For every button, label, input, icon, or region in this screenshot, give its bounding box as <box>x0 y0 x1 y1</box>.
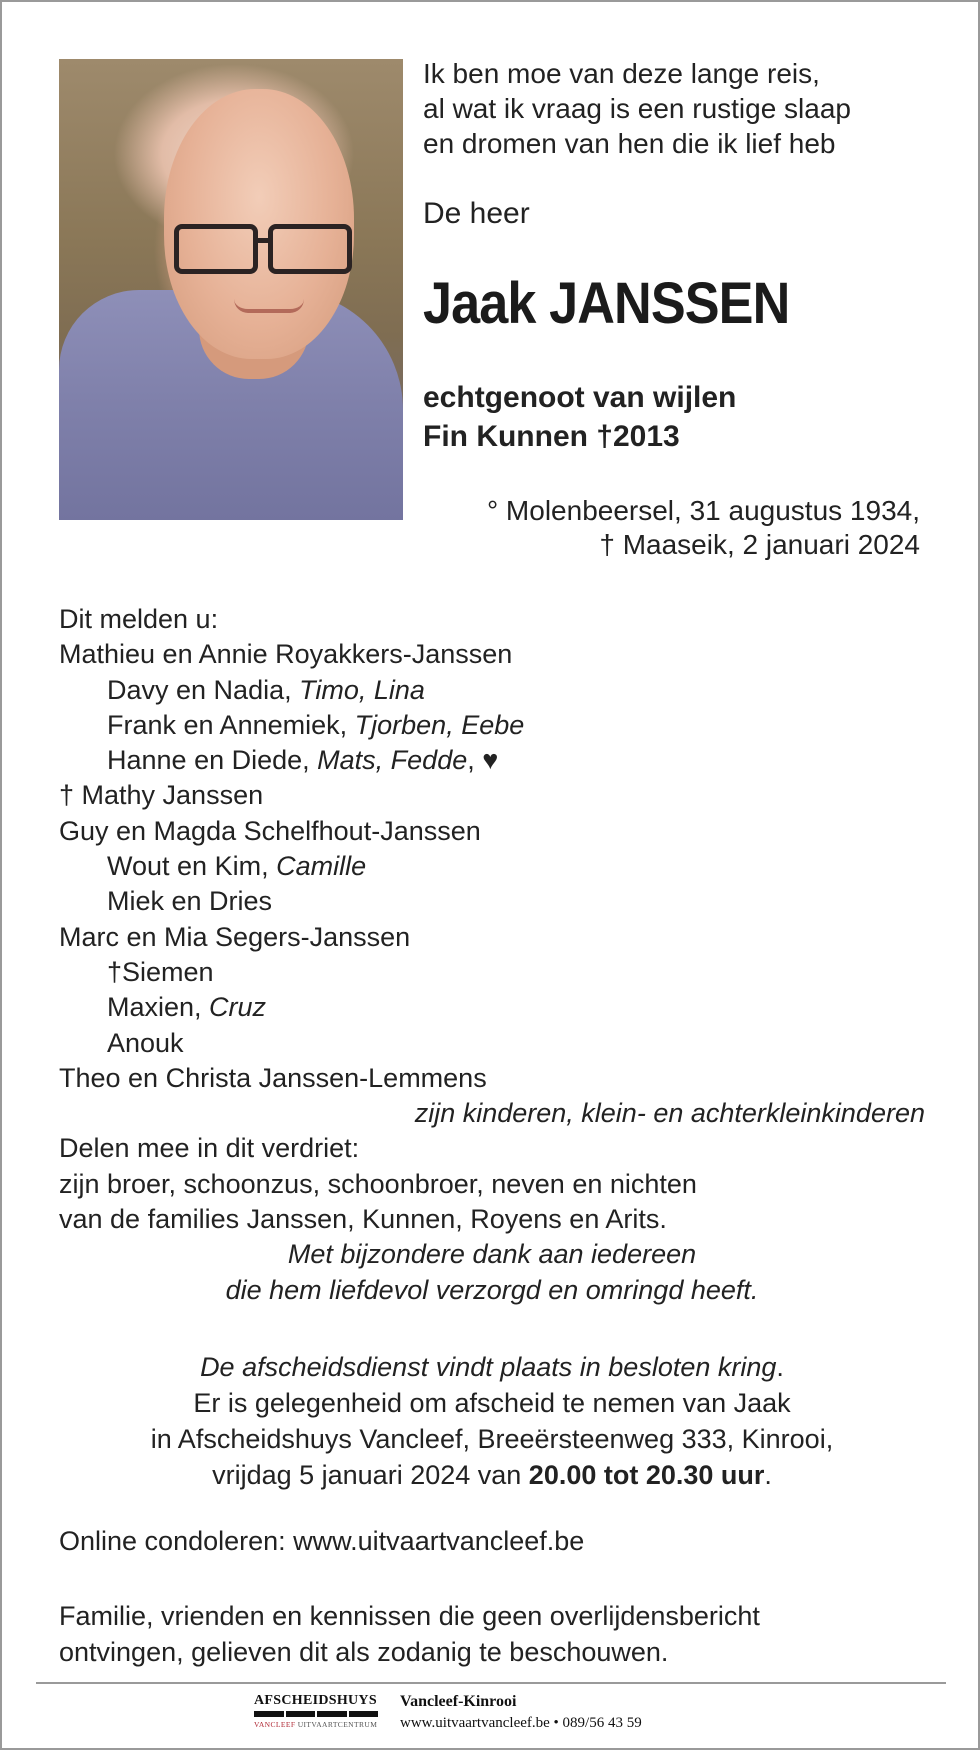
notice <box>59 1598 760 1670</box>
family-line: † Mathy Janssen <box>59 780 264 811</box>
family-intro: Dit melden u: <box>59 604 219 634</box>
family-line: †Siemen <box>107 956 214 987</box>
family-line: Maxien, Cruz <box>107 992 267 1023</box>
footer-divider <box>36 1682 946 1684</box>
poem-line: en dromen van hen die ik lief heb <box>423 128 836 159</box>
spouse-line: Fin Kunnen †2013 <box>423 420 680 453</box>
service-info <box>59 1349 925 1493</box>
family-line: Mathieu en Annie Royakkers-Janssen <box>59 639 513 670</box>
deceased-name: Jaak JANSSEN <box>423 271 790 336</box>
honorific: De heer <box>423 197 530 230</box>
spouse-line: echtgenoot van wijlen <box>423 381 737 414</box>
family-line: Guy en Magda Schelfhout-Janssen <box>59 815 481 846</box>
notice-line: ontvingen, gelieven dit als zodanig te beschouwen. <box>59 1637 669 1667</box>
poem <box>423 56 851 161</box>
share-intro: Delen mee in dit verdriet: <box>59 1133 360 1164</box>
birth-line: ° Molenbeersel, 31 augustus 1934, <box>486 495 920 526</box>
logo-sub-gray: UITVAARTCENTRUM <box>297 1720 378 1729</box>
poem-line: al wat ik vraag is een rustige slaap <box>423 93 851 124</box>
thanks-line: die hem liefdevol verzorgd en omringd heeft. <box>225 1274 759 1305</box>
family-line: Anouk <box>107 1027 184 1058</box>
visiting-hours: 20.00 tot 20.30 uur <box>528 1460 765 1490</box>
service-line-2: Er is gelegenheid om afscheid te nemen van Jaak <box>193 1388 791 1418</box>
funeral-home-name: Vancleef-Kinrooi <box>400 1693 517 1710</box>
service-line-4: vrijdag 5 januari 2024 van 20.00 tot 20.30 uur. <box>212 1460 772 1490</box>
logo-title: AFSCHEIDSHUYS <box>254 1693 377 1708</box>
family-line: Frank en Annemiek, Tjorben, Eebe <box>107 709 525 740</box>
portrait-photo <box>59 59 403 520</box>
service-line-3: in Afscheidshuys Vancleef, Breeërsteenweg 333, Kinrooi, <box>150 1424 834 1454</box>
funeral-home-web-phone: www.uitvaartvancleef.be • 089/56 43 59 <box>400 1715 642 1731</box>
thanks-line: Met bijzondere dank aan iedereen <box>287 1239 697 1270</box>
family-announcement <box>59 602 925 1308</box>
family-line: Wout en Kim, Camille <box>107 851 367 882</box>
notice-line: Familie, vrienden en kennissen die geen overlijdensbericht <box>59 1601 760 1631</box>
online-condolence: Online condoleren: www.uitvaartvancleef.be <box>59 1526 585 1556</box>
family-line: Theo en Christa Janssen-Lemmens <box>59 1062 487 1093</box>
family-line: Hanne en Diede, Mats, Fedde, ♥ <box>107 745 499 776</box>
poem-line: Ik ben moe van deze lange reis, <box>423 58 820 89</box>
family-line: Marc en Mia Segers-Janssen <box>59 921 411 952</box>
family-line: Davy en Nadia, Timo, Lina <box>107 674 425 705</box>
relation-line: zijn kinderen, klein- en achterkleinkinderen <box>414 1098 925 1129</box>
death-line: † Maaseik, 2 januari 2024 <box>599 529 920 560</box>
funeral-home-contact <box>400 1693 642 1732</box>
family-line: Miek en Dries <box>107 886 273 917</box>
spouse-info <box>423 378 736 456</box>
funeral-home-logo <box>254 1693 380 1731</box>
share-line: van de families Janssen, Kunnen, Royens en Arits. <box>59 1204 667 1235</box>
share-line: zijn broer, schoonzus, schoonbroer, neven en nichten <box>59 1168 697 1199</box>
service-line-1: De afscheidsdienst vindt plaats in besloten kring. <box>200 1352 784 1382</box>
birth-death-dates <box>487 494 920 562</box>
logo-sub-red: VANCLEEF <box>254 1720 296 1729</box>
